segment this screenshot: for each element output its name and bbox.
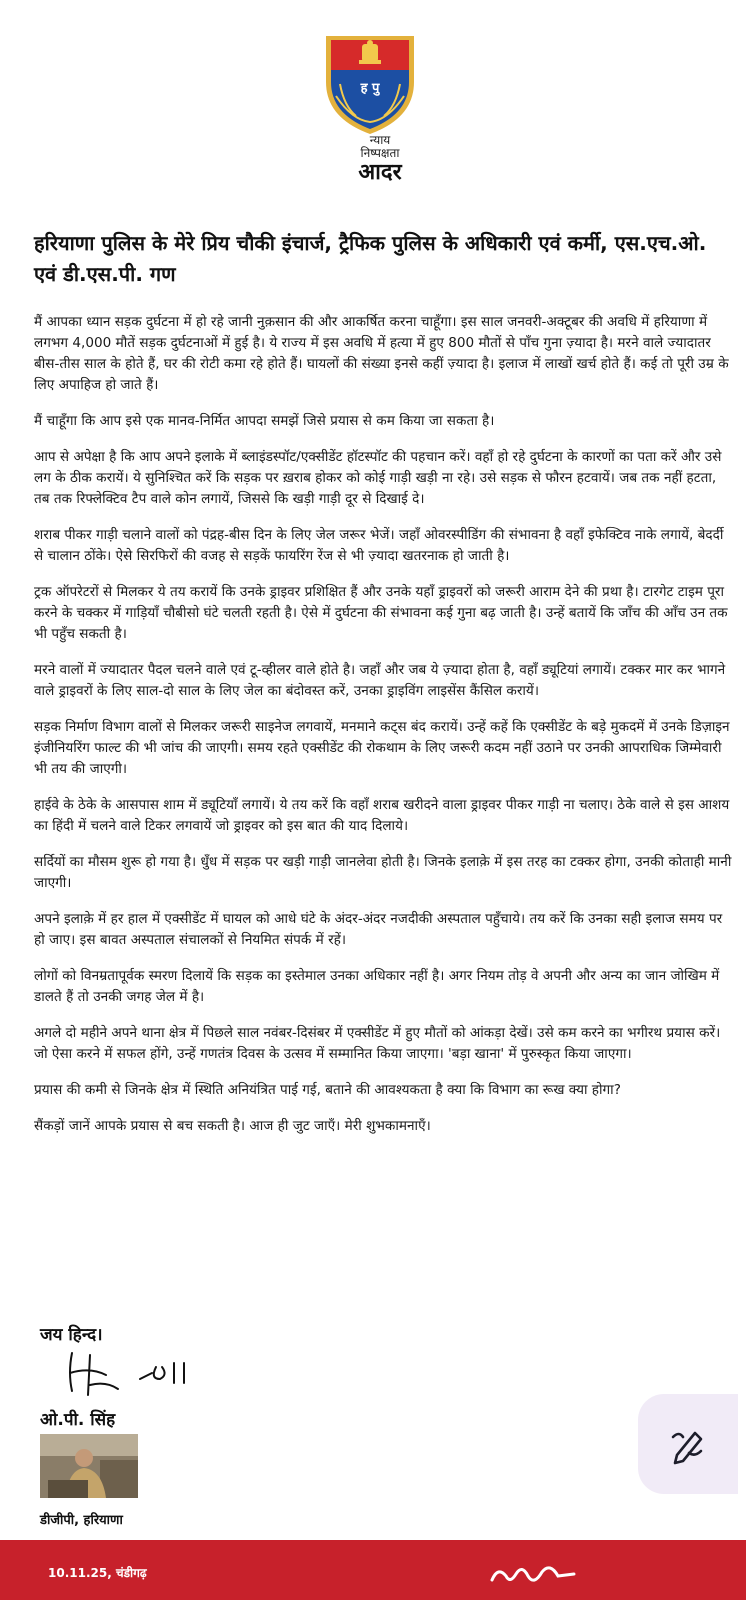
paragraph: शराब पीकर गाड़ी चलाने वालों को पंद्रह-बीस दिन के लिए जेल जरूर भेजें। जहाँ ओवरस्पीडिंग की संभावना है वहाँ इफेक्टिव नाके लगायें, बेदर्दी से चालान ठोंके। ऐसे सिरफिरों की वजह से सड़कें फायरिंग रेंज से भी ज़्यादा खतरनाक हो जाती है। xyxy=(34,527,724,564)
pen-edit-icon xyxy=(667,1423,709,1465)
paragraph: आप से अपेक्षा है कि आप अपने इलाके में ब्लाइंडस्पॉट/एक्सीडेंट हॉटस्पॉट की पहचान करें। वहाँ हो रहे दुर्घटना के कारणों का पता करें और उसे लग के ठीक करायें। ये सुनिश्चित करें कि सड़क पर ख़राब होकर को कोई गाड़ी खड़ी ना रहे। उसे सड़क से फौरन हटवायें। जब तक नहीं हटता, तब तक रिफ्लेक्टिव टैप वाले कोन लगायें, जिससे कि खड़ी गाड़ी दूर से दिखाई दे। xyxy=(34,449,722,507)
paragraph: मैं आपका ध्यान सड़क दुर्घटना में हो रहे जानी नुक़सान की और आकर्षित करना चाहूँगा। इस साल जनवरी-अक्टूबर की अवधि में हरियाणा में लगभग 4,000 मौतें सड़क दुर्घटनाओं में हुई है। ये राज्य में इस अवधि में हत्या में हुए 800 मौतों से पाँच गुना ज़्यादा है। मरने वाले ज्यादातर बीस-तीस साल के होते हैं, घर की रोटी कमा रहे होते हैं। घायलों की संख्या इनसे कहीं ज़्यादा है। इलाज में लाखों खर्च होते हैं। कई तो पूरी उम्र के लिए अपाहिज हो जाते हैं। xyxy=(34,314,729,393)
paragraph: अगले दो महीने अपने थाना क्षेत्र में पिछले साल नवंबर-दिसंबर में एक्सीडेंट में हुए मौतों को आंकड़ा देखें। उसे कम करने का भगीरथ प्रयास करें। जो ऐसा करने में सफल होंगे, उन्हें गणतंत्र दिवस के उत्सव में सम्मानित किया जाएगा। 'बड़ा खाना' में पुरुस्कृत किया जाएगा। xyxy=(34,1025,721,1062)
motto-line-2: निष्पक्षता xyxy=(360,146,400,160)
signer-designation: डीजीपी, हरियाणा xyxy=(40,1513,123,1528)
handwritten-signature xyxy=(60,1345,210,1401)
signer-name: ओ.पी. सिंह xyxy=(40,1410,116,1430)
letter-salutation: हरियाणा पुलिस के मेरे प्रिय चौकी इंचार्ज, ट्रैफिक पुलिस के अधिकारी एवं कर्मी, एस.एच.ओ. एवं डी.एस.पी. गण xyxy=(34,231,707,286)
paragraph: मैं चाहूँगा कि आप इसे एक मानव-निर्मित आपदा समझें जिसे प्रयास से कम किया जा सकता है। xyxy=(34,413,495,429)
paragraph: हाईवे के ठेके के आसपास शाम में ड्यूटियाँ लगायें। ये तय करें कि वहाँ शराब खरीदने वाला ड्राइवर पीकर गाड़ी ना चलाए। ठेके वाले से इस आशय का हिंदी में चलने वाले टिकर लगवायें जो ड्राइवर को इस बात की याद दिलाये। xyxy=(34,797,730,834)
footer-signature-mark xyxy=(488,1554,578,1590)
emblem-badge-text: ह पु xyxy=(360,81,380,96)
paragraph: अपने इलाक़े में हर हाल में एक्सीडेंट में घायल को आधे घंटे के अंदर-अंदर नजदीकी अस्पताल पहुँचाये। तय करें कि उनका सही इलाज समय पर हो जाए। इस बावत अस्पताल संचालकों से नियमित संपर्क में रहें। xyxy=(34,911,723,948)
edit-pen-button[interactable] xyxy=(638,1394,738,1494)
paragraph: प्रयास की कमी से जिनके क्षेत्र में स्थिति अनियंत्रित पाई गई, बताने की आवश्यकता है क्या कि विभाग का रूख क्या होगा? xyxy=(34,1082,621,1098)
paragraph: सर्दियों का मौसम शुरू हो गया है। धुँध में सड़क पर खड़ी गाड़ी जानलेवा होती है। जिनके इलाक़े में इस तरह का टक्कर होगा, उनकी कोताही मानी जाएगी। xyxy=(34,854,732,891)
motto-line-1: न्याय xyxy=(369,133,391,147)
closing-salute: जय हिन्द। xyxy=(40,1325,103,1345)
paragraph: लोगों को विनम्रतापूर्वक स्मरण दिलायें कि सड़क का इस्तेमाल उनका अधिकार नहीं है। अगर नियम तोड़ वे अपनी और अन्य का जान जोखिम में डालते हैं तो उनकी जगह जेल में है। xyxy=(34,968,720,1005)
haryana-police-emblem xyxy=(322,30,418,138)
letter-body xyxy=(34,312,734,1152)
paragraph: मरने वालों में ज्यादातर पैदल चलने वाले एवं टू-व्हीलर वाले होते है। जहाँ और जब ये ज़्यादा होता है, वहाँ ड्यूटियां लगायें। टक्कर मार कर भागने वाले ड्राइवरों के लिए साल-दो साल के लिए जेल का बंदोवस्त करें, उनका ड्राइविंग लाइसेंस कैंसिल करायें। xyxy=(34,662,726,699)
date-place: 10.11.25, चंडीगढ़ xyxy=(48,1566,147,1580)
paragraph: ट्रक ऑपरेटरों से मिलकर ये तय करायें कि उनके ड्राइवर प्रशिक्षित हैं और उनके यहाँ ड्राइवरों को जरूरी आराम देने की प्रथा है। टारगेट टाइम पूरा करने के चक्कर में गाड़ियाँ चौबीसो घंटे चलती रहती है। ऐसे में दुर्घटना की संभावना कई गुना बढ़ जाती है। उन्हें बतायें कि जाँच की आँच उन तक भी पहुँच सकती है। xyxy=(34,584,728,642)
signer-photo xyxy=(40,1434,138,1498)
motto-line-3: आदर xyxy=(358,160,402,185)
letter-footer xyxy=(0,1540,746,1600)
paragraph: सैंकड़ों जानें आपके प्रयास से बच सकती है। आज ही जुट जाएँ। मेरी शुभकामनाएँ। xyxy=(34,1118,431,1134)
paragraph: सड़क निर्माण विभाग वालों से मिलकर जरूरी साइनेज लगवायें, मनमाने कट्स बंद करायें। उन्हें कहें कि एक्सीडेंट के बड़े मुकदमें में उनके डिज़ाइन इंजीनियरिंग फाल्ट की भी जांच की जाएगी। समय रहते एक्सीडेंट की रोकथाम के लिए जरूरी कदम नहीं उठाने पर उनकी आपराधिक जिम्मेवारी भी तय की जाएगी। xyxy=(34,719,730,777)
police-motto xyxy=(300,134,460,186)
